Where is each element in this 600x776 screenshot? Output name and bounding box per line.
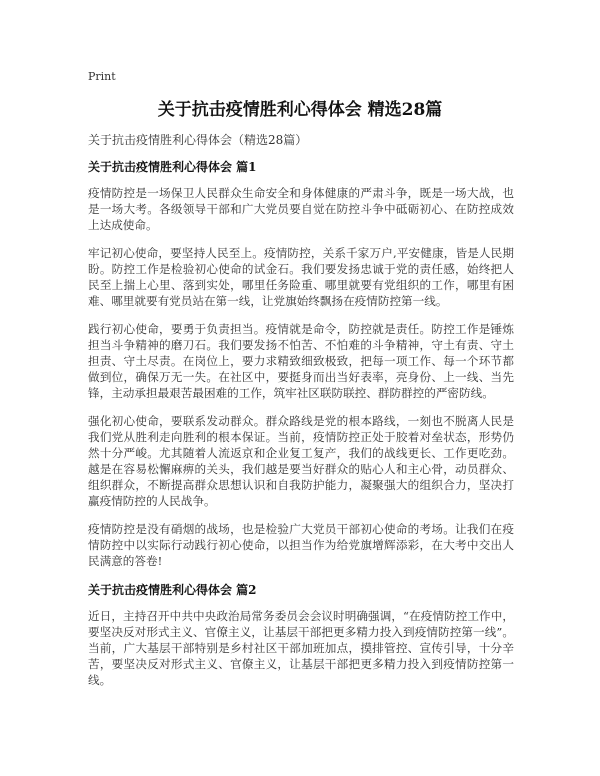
section-1-paragraph-1: 疫情防控是一场保卫人民群众生命安全和身体健康的严肃斗争，既是一场大战，也是一场大考。各级领导干部和广大党员要自觉在防控斗争中砥砺初心、在防控成效上达成使命。 xyxy=(88,186,514,232)
section-1-paragraph-4: 强化初心使命，要联系发动群众。群众路线是党的根本路线，一刻也不脱离人民是我们党从胜利走向胜利的根本保证。当前，疫情防控正处于胶着对垒状态，形势仍然十分严峻。尤其随着人流返京和企业复工复产，我们的战线更长、工作更吃劲。越是在容易松懈麻痹的关头，我们越是要当好群众的贴心人和主心骨，动员群众、组织群众，不断提高群众思想认识和自我防护能力，凝聚强大的组织合力，坚决打赢疫情防控的人民战争。 xyxy=(88,414,514,508)
section-heading-1: 关于抗击疫情胜利心得体会 篇1 xyxy=(88,160,257,174)
document-content xyxy=(88,158,514,700)
page-title: 关于抗击疫情胜利心得体会 精选28篇 xyxy=(157,100,443,120)
document-subtitle: 关于抗击疫情胜利心得体会（精选28篇） xyxy=(88,133,308,147)
section-1-paragraph-3: 践行初心使命，要勇于负责担当。疫情就是命令，防控就是责任。防控工作是锤炼担当斗争精神的磨刀石。我们要发扬不怕苦、不怕难的斗争精神，守土有责、守土担责、守土尽责。在岗位上，要力求精致细致极致，把每一项工作、每一个环节都做到位，确保万无一失。在社区中，要挺身而出当好表率，亮身份、上一线、当先锋，主动承担最艰苦最困难的工作，筑牢社区联防联控、群防群控的严密防线。 xyxy=(88,322,514,400)
section-heading-2: 关于抗击疫情胜利心得体会 篇2 xyxy=(88,583,257,597)
section-2-paragraph-1: 近日，主持召开中共中央政治局常务委员会会议时明确强调，“在疫情防控工作中，要坚决反对形式主义、官僚主义，让基层干部把更多精力投入到疫情防控第一线”。当前，广大基层干部特别是乡村社区干部加班加点，摸排管控、宣传引导，十分辛苦，要坚决反对形式主义、官僚主义，让基层干部把更多精力投入到疫情防控第一线。 xyxy=(88,609,514,687)
print-label[interactable]: Print xyxy=(88,70,116,83)
section-1-paragraph-5: 疫情防控是没有硝烟的战场，也是检验广大党员干部初心使命的考场。让我们在疫情防控中以实际行动践行初心使命，以担当作为给党旗增辉添彩，在大考中交出人民满意的答卷! xyxy=(88,522,514,568)
section-1-paragraph-2: 牢记初心使命，要坚持人民至上。疫情防控，关系千家万户,平安健康，皆是人民期盼。防控工作是检验初心使命的试金石。我们要发扬忠诚于党的责任感，始终把人民至上揣上心里、落到实处，哪里任务险重、哪里就要有党组织的工作，哪里有困难、哪里就要有党员站在第一线，让党旗始终飘扬在疫情防控第一线。 xyxy=(88,246,514,308)
